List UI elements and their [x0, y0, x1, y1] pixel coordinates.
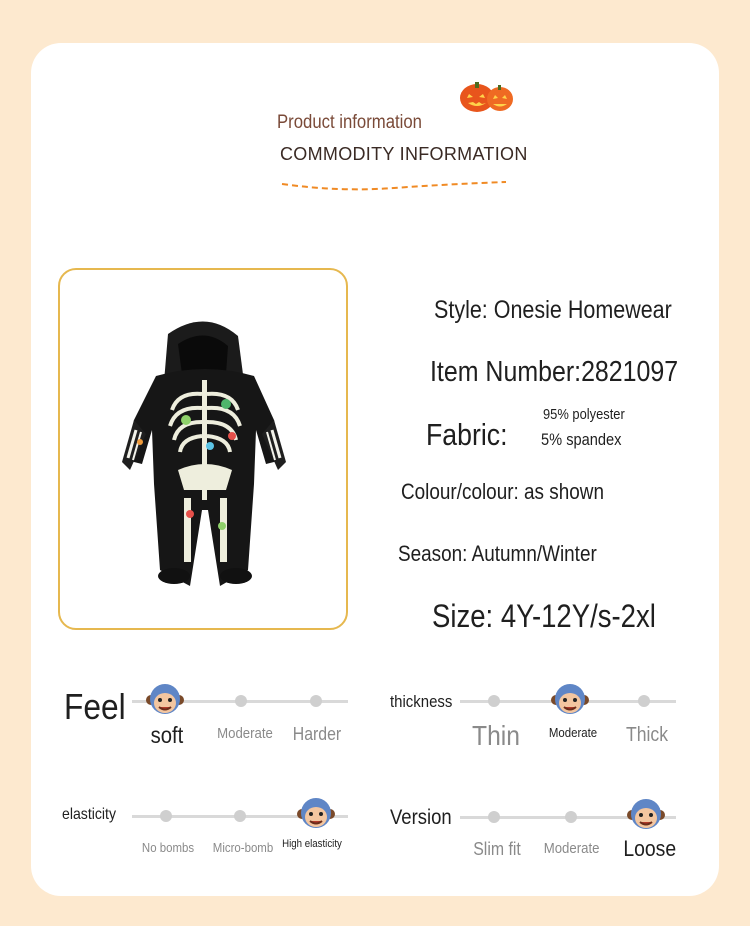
spec-style: Style: Onesie Homewear [434, 296, 672, 324]
thickness-title: thickness [390, 692, 453, 711]
monkey-icon [626, 798, 666, 832]
elasticity-dot-none [160, 810, 172, 822]
skeleton-onesie-image [60, 270, 348, 630]
spec-season: Season: Autumn/Winter [398, 541, 597, 566]
spec-fabric-polyester: 95% polyester [543, 406, 625, 423]
elasticity-title: elasticity [62, 806, 116, 823]
feel-title: Feel [64, 686, 126, 727]
elasticity-dot-micro [234, 810, 246, 822]
version-option-moderate: Moderate [543, 840, 600, 857]
monkey-icon [550, 683, 590, 717]
feel-option-harder: Harder [292, 724, 342, 744]
elasticity-option-high: High elasticity [282, 838, 342, 850]
pumpkin-icon [458, 78, 516, 114]
thickness-dot-thin [488, 695, 500, 707]
version-dot-moderate [565, 811, 577, 823]
elasticity-option-micro-bomb: Micro-bomb [212, 840, 274, 855]
thickness-option-thin: Thin [472, 720, 520, 751]
version-option-slim-fit: Slim fit [473, 839, 521, 859]
spec-fabric-label: Fabric: [426, 417, 508, 452]
version-title: Version [390, 806, 452, 829]
product-photo [58, 268, 348, 630]
elasticity-option-no-bombs: No bombs [141, 840, 195, 855]
feel-option-moderate: Moderate [217, 725, 273, 742]
feel-dot-harder [310, 695, 322, 707]
version-option-loose: Loose [623, 836, 677, 861]
feel-option-soft: soft [150, 722, 184, 748]
feel-dot-moderate [235, 695, 247, 707]
header-divider [280, 178, 508, 194]
header-title-cn: Product information [277, 112, 422, 133]
header-title-en: COMMODITY INFORMATION [280, 144, 528, 164]
spec-fabric-spandex: 5% spandex [541, 430, 622, 449]
spec-item-number: Item Number:2821097 [430, 356, 679, 388]
thickness-option-thick: Thick [625, 724, 669, 746]
monkey-icon [145, 683, 185, 717]
thickness-option-moderate: Moderate [548, 725, 598, 740]
spec-colour: Colour/colour: as shown [401, 479, 604, 504]
version-dot-slim [488, 811, 500, 823]
thickness-dot-thick [638, 695, 650, 707]
spec-size: Size: 4Y-12Y/s-2xl [432, 598, 656, 634]
monkey-icon [296, 797, 336, 831]
